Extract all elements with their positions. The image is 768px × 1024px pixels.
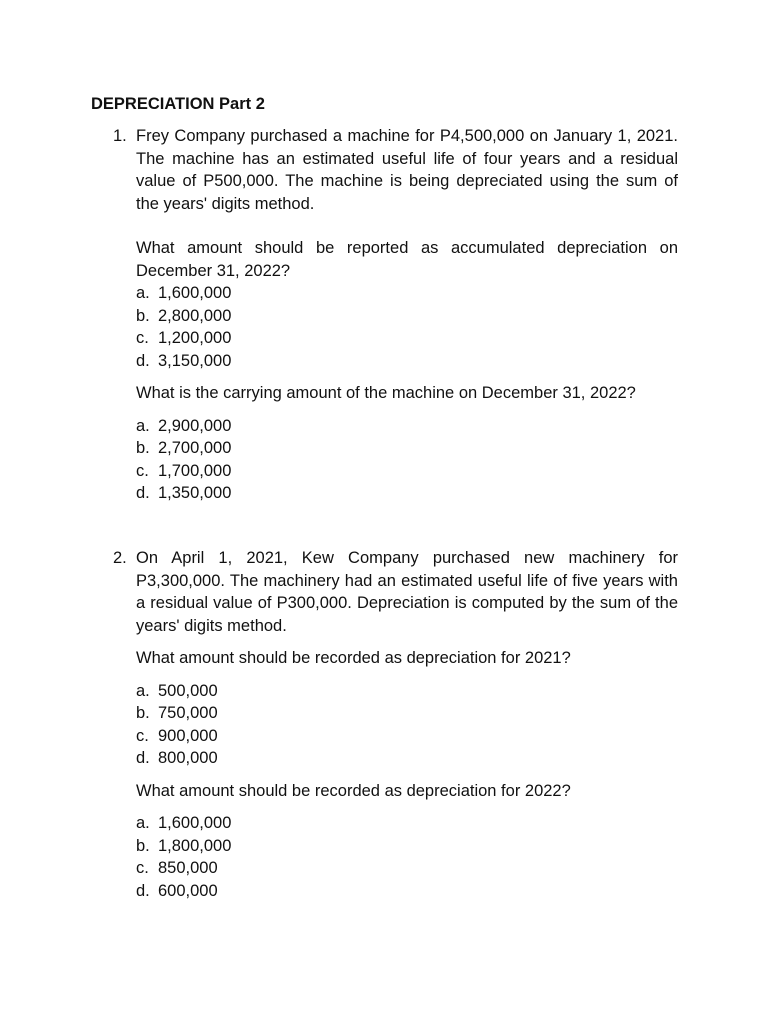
- option-text: 1,700,000: [158, 461, 232, 480]
- answer-option[interactable]: [136, 702, 678, 725]
- answer-option[interactable]: [136, 415, 678, 438]
- question-2: [113, 547, 678, 902]
- option-text: 1,200,000: [158, 329, 232, 347]
- answer-option[interactable]: [136, 835, 678, 858]
- option-text: 1,600,000: [158, 814, 232, 832]
- option-text: 850,000: [158, 859, 218, 877]
- subquestion-prompt: What amount should be reported as accumulated depreciation on December 31, 2022?: [136, 239, 678, 280]
- answer-option[interactable]: [136, 282, 678, 305]
- option-text: 2,900,000: [158, 416, 232, 435]
- answer-option[interactable]: [136, 350, 678, 373]
- option-letter: b.: [136, 306, 150, 325]
- option-text: 750,000: [158, 704, 218, 722]
- option-letter: b.: [136, 439, 150, 457]
- option-text: 900,000: [158, 726, 218, 745]
- document-title: DEPRECIATION Part 2: [91, 95, 265, 113]
- answer-option[interactable]: [136, 812, 678, 835]
- answer-option[interactable]: [136, 747, 678, 770]
- option-letter: a.: [136, 814, 150, 832]
- answer-options: [136, 415, 678, 505]
- answer-option[interactable]: [136, 305, 678, 328]
- option-text: 600,000: [158, 881, 218, 900]
- option-letter: c.: [136, 329, 149, 347]
- question-stem: Frey Company purchased a machine for P4,500,000 on January 1, 2021. The machine has an estimated useful life of four years and a residual value of P500,000. The machine is being depreciated using the sum of the years' digits method.: [136, 127, 678, 213]
- answer-option[interactable]: [136, 460, 678, 483]
- option-text: 500,000: [158, 681, 218, 700]
- answer-options: [136, 680, 678, 770]
- answer-option[interactable]: [136, 857, 678, 880]
- option-letter: b.: [136, 704, 150, 722]
- answer-option[interactable]: [136, 725, 678, 748]
- option-letter: d.: [136, 351, 150, 370]
- subquestion-prompt: What amount should be recorded as depreciation for 2021?: [136, 649, 571, 667]
- option-letter: a.: [136, 416, 150, 435]
- option-text: 1,600,000: [158, 284, 232, 302]
- option-letter: c.: [136, 859, 149, 877]
- option-letter: b.: [136, 836, 150, 855]
- answer-options: [136, 282, 678, 372]
- option-letter: c.: [136, 726, 149, 745]
- option-text: 1,350,000: [158, 484, 232, 502]
- answer-option[interactable]: [136, 880, 678, 903]
- answer-option[interactable]: [136, 482, 678, 505]
- option-text: 3,150,000: [158, 351, 232, 370]
- option-letter: d.: [136, 484, 150, 502]
- question-number: 2.: [113, 549, 127, 567]
- answer-option[interactable]: [136, 327, 678, 350]
- subquestion-prompt: What is the carrying amount of the machine on December 31, 2022?: [136, 384, 636, 402]
- option-text: 2,800,000: [158, 306, 232, 325]
- question-stem: On April 1, 2021, Kew Company purchased new machinery for P3,300,000. The machinery had an estimated useful life of five years with a residual value of P300,000. Depreciation is computed by the sum of the years' digits method.: [136, 549, 678, 635]
- question-1: [113, 125, 678, 505]
- answer-option[interactable]: [136, 437, 678, 460]
- option-letter: d.: [136, 749, 150, 767]
- question-number: 1.: [113, 127, 127, 145]
- option-letter: d.: [136, 881, 150, 900]
- answer-options: [136, 812, 678, 902]
- option-letter: a.: [136, 681, 150, 700]
- option-letter: c.: [136, 461, 149, 480]
- subquestion-prompt: What amount should be recorded as depreciation for 2022?: [136, 781, 571, 800]
- option-letter: a.: [136, 284, 150, 302]
- option-text: 2,700,000: [158, 439, 232, 457]
- answer-option[interactable]: [136, 680, 678, 703]
- option-text: 800,000: [158, 749, 218, 767]
- option-text: 1,800,000: [158, 836, 232, 855]
